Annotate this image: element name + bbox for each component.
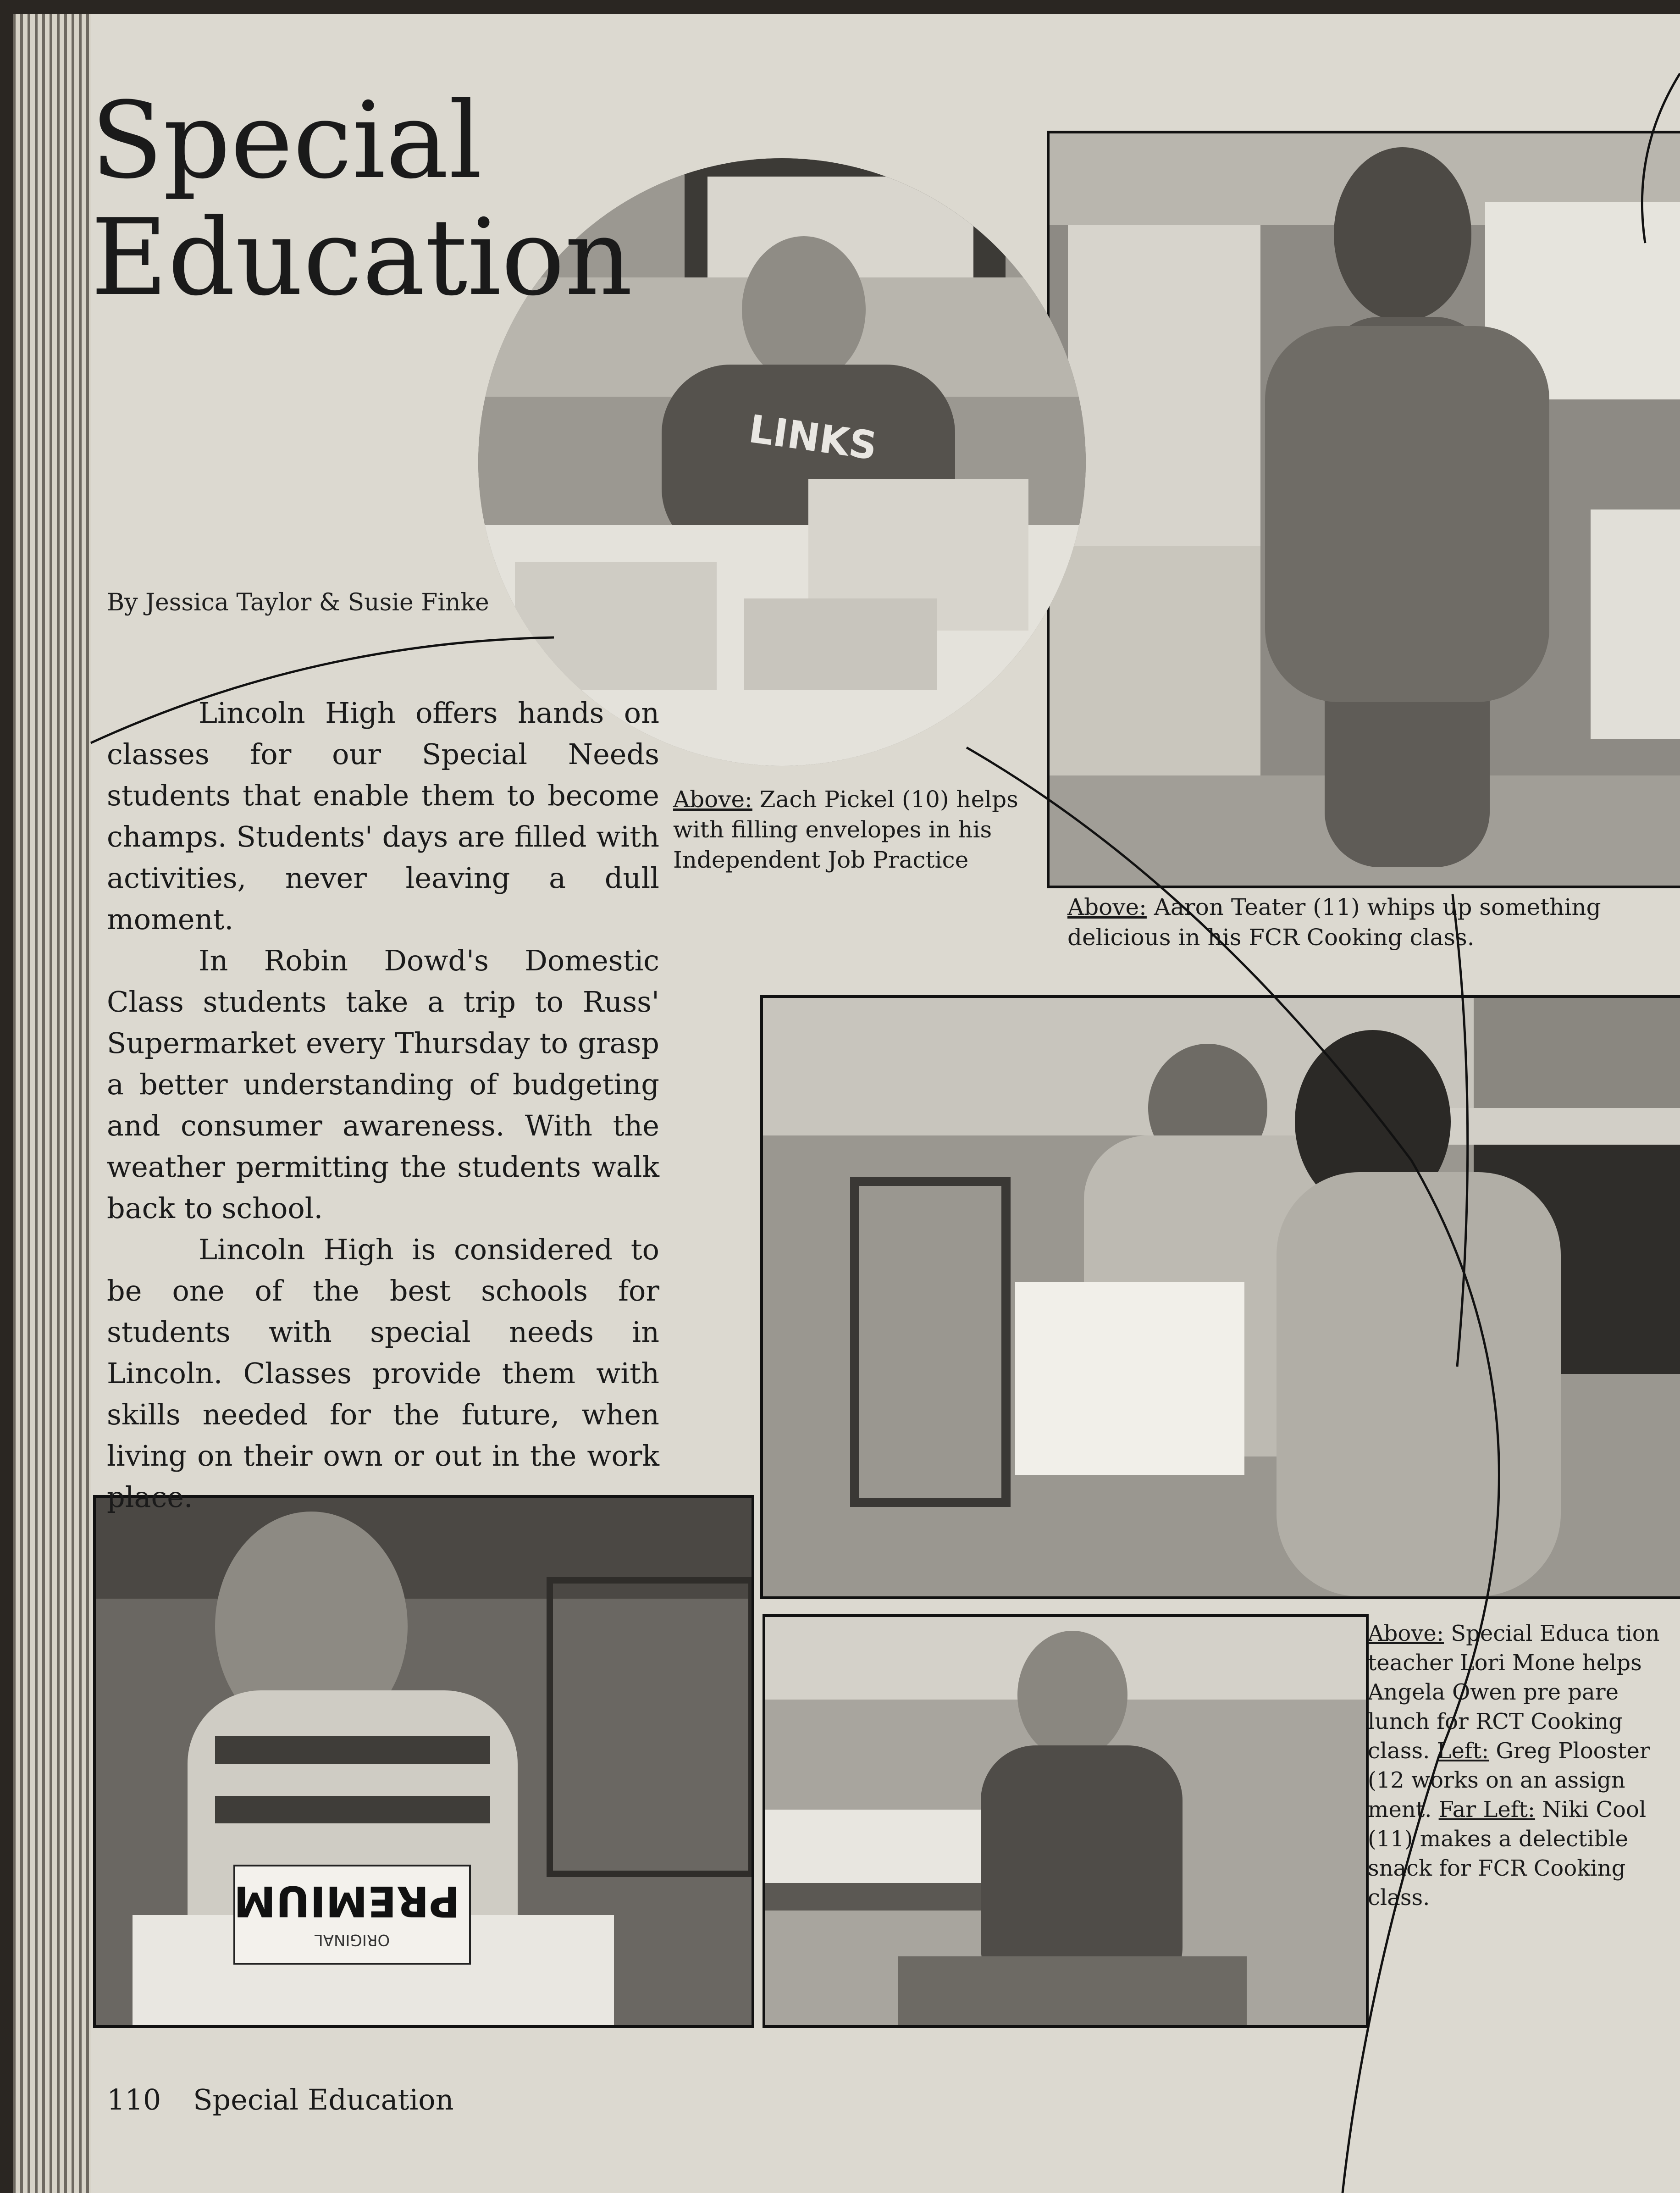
photo-niki-snack [93,1495,754,2028]
caption-lori [1368,1619,1670,1912]
cracker-box-sublabel: ORIGINAL [314,1931,390,1949]
caption-zach [673,784,1022,875]
caption-zach-text: Zach Pickel (10) helps with filling envelopes in his Independent Job Practice [673,786,1018,873]
article-paragraph-2: In Robin Dowd's Domestic Class students take a trip to Russ' Supermarket every Thursday to grasp a better understanding of budgeting and consumer awareness. With the weather permitting the students walk back to school. [107,944,659,1225]
page-binding-edge [13,14,91,2193]
photo-angela-lunch [760,995,1680,1599]
caption-lori-label-3: Far Left: [1438,1797,1536,1822]
photo-greg-assignment [763,1614,1369,2028]
caption-aaron [1067,892,1677,953]
page-footer [107,2083,454,2116]
caption-zach-label: Above: [673,786,752,813]
title-line-1: Special [91,80,482,202]
page-number: 110 [107,2083,161,2116]
article-paragraph-3: Lincoln High is considered to be one of the best schools for students with special needs in Lincoln. Classes provide them with skills needed for the future, when living on their own or out in the work place. [107,1233,659,1514]
photo-aaron-cooking [1047,131,1680,888]
caption-aaron-text: Aaron Teater (11) whips up something delicious in his FCR Cooking class. [1067,894,1601,951]
caption-lori-text-2: Greg Plooster (12 works on an assign ment. [1368,1738,1650,1822]
yearbook-page [13,14,1680,2193]
title-line-2: Education [91,197,633,319]
caption-lori-label-1: Above: [1368,1621,1444,1646]
caption-lori-text-3: Niki Cool (11) makes a delectible snack for FCR Cooking class. [1368,1797,1647,1911]
page-title [91,80,633,319]
cracker-box-label: PREMIUM [233,1877,460,1926]
article-paragraph-1: Lincoln High offers hands on classes for our Special Needs students that enable them to become champs. Students' days are filled with activities, never leaving a dull moment. [107,696,659,936]
caption-aaron-label: Above: [1067,894,1147,920]
section-name: Special Education [193,2083,454,2116]
links-shirt-text: LINKS [746,406,880,469]
byline: By Jessica Taylor & Susie Finke [107,589,489,616]
caption-lori-text-1: Special Educa tion teacher Lori Mone helps Angela Owen pre pare lunch for RCT Cooking class. [1368,1621,1660,1764]
caption-lori-label-2: Left: [1437,1738,1489,1764]
cracker-box [233,1865,471,1965]
article-body [107,692,659,1518]
